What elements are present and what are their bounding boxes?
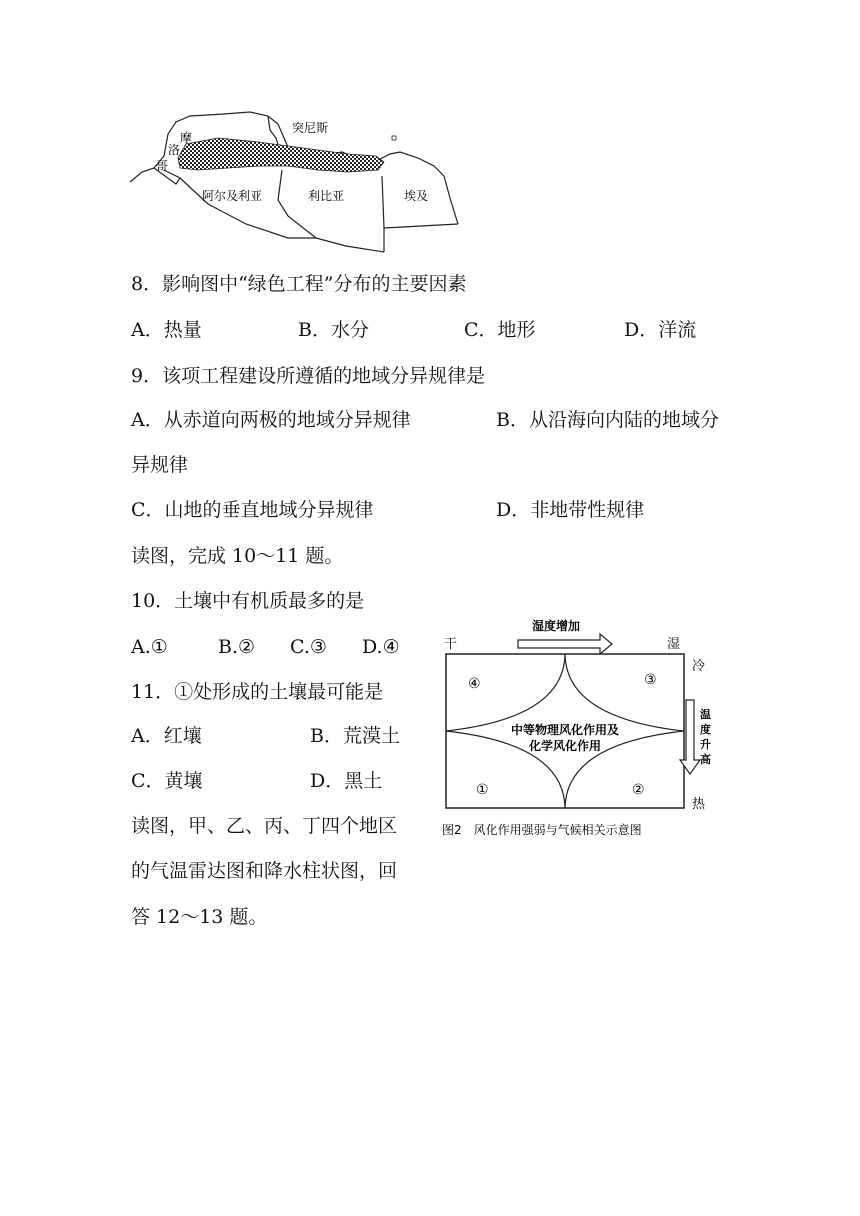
q11-option-b: B．荒漠土: [310, 725, 400, 747]
q11-option-a: A．红壤: [131, 725, 202, 747]
map-label-egypt: 埃及: [404, 189, 429, 203]
region-2-label: ②: [632, 782, 645, 798]
intro-12-13-line2: 的气温雷达图和降水柱状图，回: [131, 860, 398, 882]
region-3-label: ③: [644, 672, 657, 688]
weathering-climate-diagram: [440, 612, 712, 844]
egypt-south-border: [384, 224, 458, 228]
q10-option-a: A.①: [131, 636, 168, 658]
country-border-east: [444, 176, 458, 224]
map-label-morocco-2: 洛: [168, 143, 181, 157]
temp-rise-char-3: 升: [700, 738, 711, 751]
intro-12-13-line3: 答 12～13 题。: [131, 906, 268, 928]
q9-option-b-continued: 异规律: [131, 454, 189, 476]
label-hot: 热: [692, 797, 706, 812]
region-4-label: ④: [468, 676, 481, 692]
q9-stem: 9．该项工程建设所遵循的地域分异规律是: [131, 365, 486, 387]
q10-option-c: C.③: [290, 636, 327, 658]
q8-option-d: D．洋流: [624, 319, 697, 341]
q8-stem: 8．影响图中“绿色工程”分布的主要因素: [131, 273, 467, 295]
q10-option-b: B.②: [218, 636, 256, 658]
q9-option-a: A．从赤道向两极的地域分异规律: [131, 409, 411, 431]
label-dry: 干: [444, 637, 458, 652]
label-cold: 冷: [692, 659, 706, 674]
green-project-belt: [178, 138, 384, 172]
island-marker: [392, 136, 396, 140]
region-1-label: ①: [476, 782, 489, 798]
q8-option-a: A．热量: [131, 319, 202, 341]
intro-12-13-line1: 读图，甲、乙、丙、丁四个地区: [131, 815, 398, 837]
q8-option-b: B．水分: [298, 319, 369, 341]
humidity-arrow-icon: [518, 634, 612, 654]
label-wet: 湿: [667, 637, 681, 652]
map-label-libya: 利比亚: [308, 189, 345, 203]
map-label-morocco-3: 哥: [156, 159, 169, 173]
q9-option-b: B．从沿海向内陆的地域分: [496, 409, 719, 431]
temp-rise-char-4: 高: [700, 753, 711, 766]
map-label-morocco-1: 摩: [180, 131, 193, 145]
intro-10-11: 读图，完成 10～11 题。: [131, 545, 344, 567]
temp-rise-char-1: 温: [700, 708, 711, 721]
libya-egypt-border: [382, 176, 384, 252]
q11-option-c: C．黄壤: [131, 770, 203, 792]
q11-stem: 11．①处形成的土壤最可能是: [131, 681, 384, 703]
q11-option-d: D．黑土: [310, 770, 383, 792]
algeria-libya-border: [278, 170, 316, 238]
label-humidity-increase: 湿度增加: [532, 619, 581, 633]
q8-option-c: C．地形: [464, 319, 536, 341]
center-label-line2: 化学风化作用: [528, 739, 602, 753]
q9-option-d: D．非地带性规律: [496, 499, 645, 521]
north-africa-map: [128, 108, 460, 256]
q10-option-d: D.④: [362, 636, 400, 658]
map-label-algeria: 阿尔及利亚: [202, 189, 263, 203]
q9-option-c: C．山地的垂直地域分异规律: [131, 499, 374, 521]
map-label-tunisia: 突尼斯: [292, 121, 329, 135]
center-label-line1: 中等物理风化作用及: [510, 723, 620, 737]
q10-stem: 10．土壤中有机质最多的是: [131, 590, 365, 612]
figure-caption: 图2 风化作用强弱与气候相关示意图: [442, 823, 642, 837]
temp-rise-char-2: 度: [700, 723, 711, 736]
